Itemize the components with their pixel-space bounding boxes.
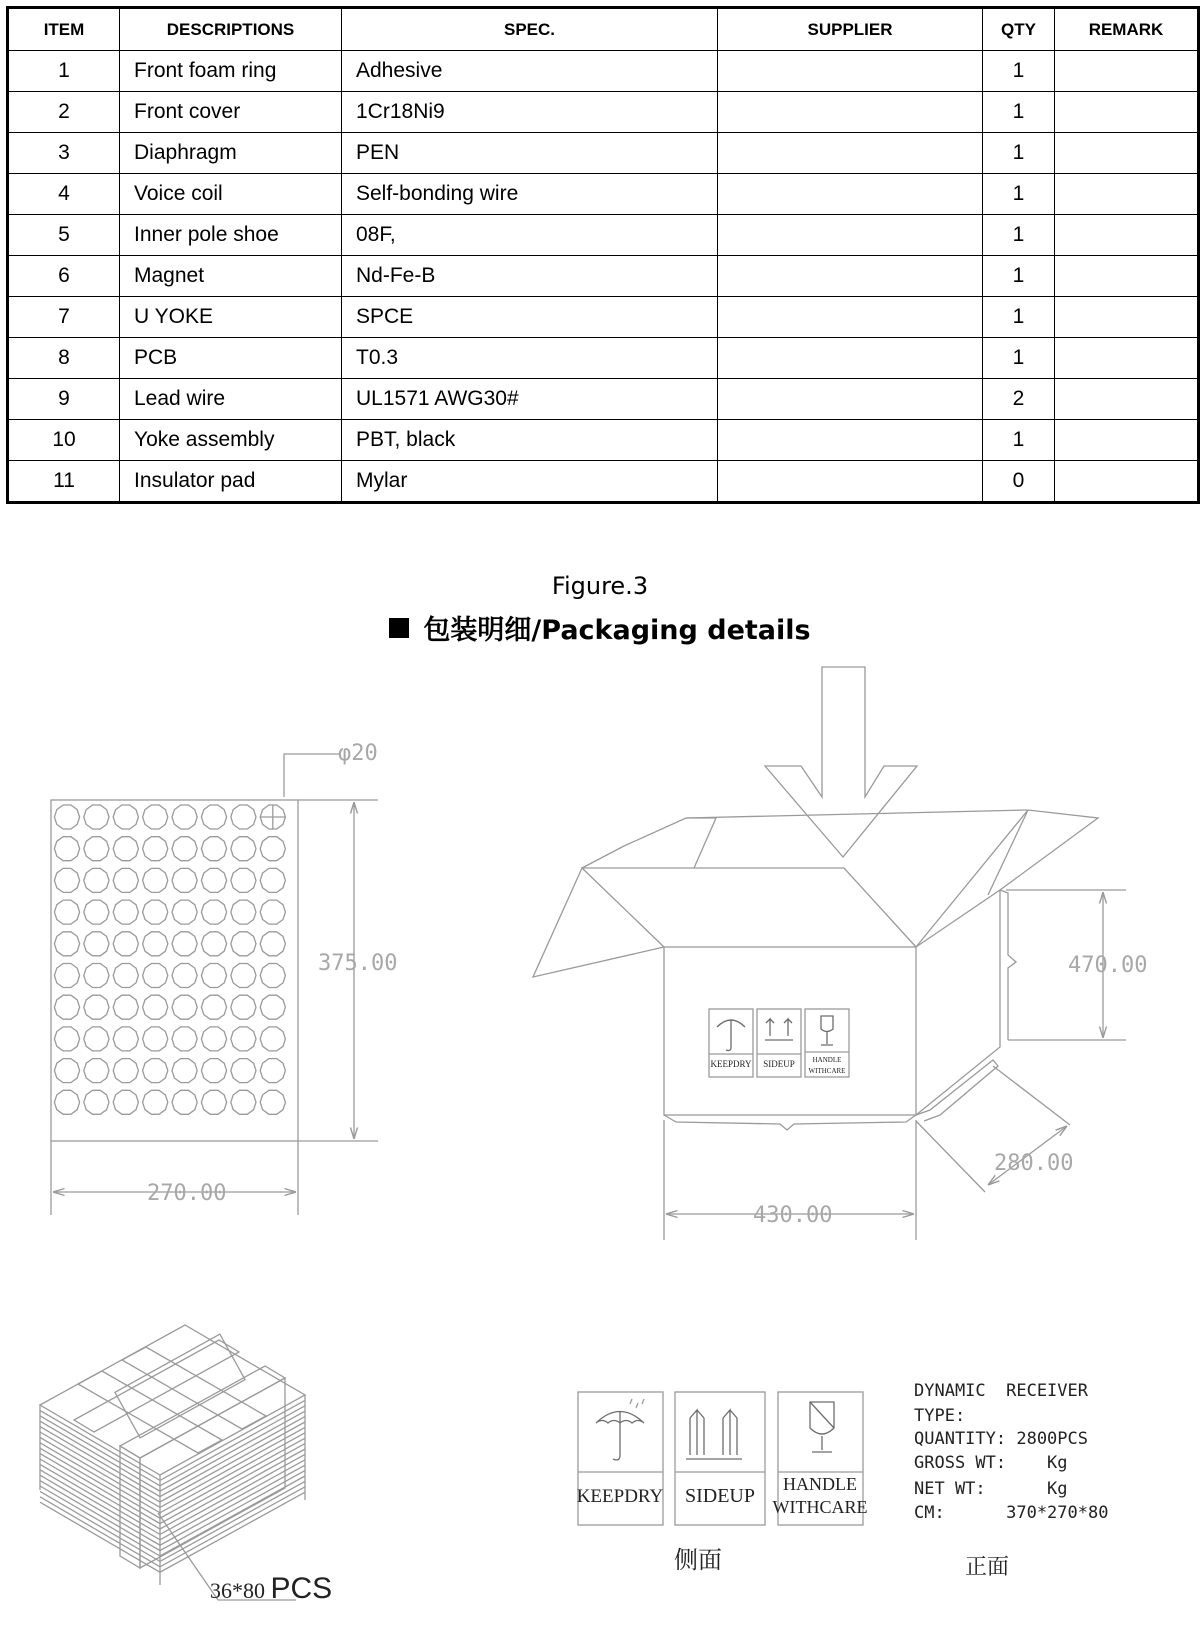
cell-item: 9 bbox=[8, 379, 120, 420]
tray-hole bbox=[260, 932, 285, 956]
tray-hole bbox=[113, 868, 138, 892]
cell-qty: 1 bbox=[983, 51, 1055, 92]
tray-height-label: 375.00 bbox=[318, 951, 398, 976]
side-caption: 侧面 bbox=[674, 1548, 722, 1574]
header-item: ITEM bbox=[8, 8, 120, 51]
tray-hole bbox=[54, 932, 79, 956]
tray-hole bbox=[54, 900, 79, 924]
carton-height-label: 470.00 bbox=[1068, 953, 1148, 978]
tray-drawing bbox=[51, 741, 397, 1215]
cell-qty: 1 bbox=[983, 338, 1055, 379]
cell-qty: 1 bbox=[983, 256, 1055, 297]
header-supplier: SUPPLIER bbox=[718, 8, 983, 51]
tray-hole bbox=[231, 868, 256, 892]
carton-side-face bbox=[916, 890, 1000, 1115]
tray-hole bbox=[231, 1027, 256, 1051]
tray-hole bbox=[201, 964, 226, 988]
tray-hole bbox=[84, 868, 109, 892]
handle-label: HANDLE bbox=[783, 1474, 857, 1494]
carton-right-flap bbox=[916, 810, 1098, 947]
cell-description: Magnet bbox=[120, 256, 342, 297]
carton-handling-marks bbox=[709, 1009, 849, 1077]
fragile-glass-icon bbox=[821, 1016, 833, 1045]
tray-hole bbox=[113, 932, 138, 956]
carton-drawing bbox=[533, 667, 1147, 1240]
cell-description: Inner pole shoe bbox=[120, 215, 342, 256]
tray-hole bbox=[231, 900, 256, 924]
tray-hole bbox=[143, 964, 168, 988]
tray-hole bbox=[54, 1090, 79, 1114]
section-title-text: 包装明细/Packaging details bbox=[423, 615, 811, 646]
tray-hole bbox=[84, 1090, 109, 1114]
carton-keepdry-label: KEEPDRY bbox=[710, 1059, 752, 1069]
cell-spec: T0.3 bbox=[342, 338, 718, 379]
tray-hole bbox=[143, 900, 168, 924]
cell-item: 6 bbox=[8, 256, 120, 297]
tray-hole bbox=[84, 837, 109, 861]
front-info-product: DYNAMIC RECEIVER bbox=[914, 1381, 1088, 1401]
tray-hole bbox=[143, 837, 168, 861]
tray-hole bbox=[143, 1027, 168, 1051]
carton-front-face bbox=[664, 947, 916, 1115]
cell-qty: 1 bbox=[983, 133, 1055, 174]
carton-side-seam bbox=[1000, 890, 1016, 1040]
cell-description: U YOKE bbox=[120, 297, 342, 338]
cell-spec: UL1571 AWG30# bbox=[342, 379, 718, 420]
tray-hole bbox=[172, 932, 197, 956]
tray-hole bbox=[260, 837, 285, 861]
carton-depth-label: 280.00 bbox=[994, 1151, 1074, 1176]
figure-caption: Figure.3 bbox=[551, 572, 649, 600]
tray-hole bbox=[113, 995, 138, 1019]
tray-hole bbox=[201, 868, 226, 892]
cell-item: 5 bbox=[8, 215, 120, 256]
tray-hole bbox=[231, 964, 256, 988]
tray-hole bbox=[172, 1090, 197, 1114]
tray-hole bbox=[231, 837, 256, 861]
cell-description: Front cover bbox=[120, 92, 342, 133]
handlewithcare-glass-icon bbox=[810, 1402, 834, 1452]
tray-hole bbox=[231, 995, 256, 1019]
withcare-label: WITHCARE bbox=[772, 1497, 868, 1517]
cell-qty: 0 bbox=[983, 461, 1055, 503]
keepdry-label: KEEPDRY bbox=[576, 1486, 664, 1507]
front-info-net-weight: NET WT: Kg bbox=[914, 1479, 1068, 1499]
cell-spec: PBT, black bbox=[342, 420, 718, 461]
tray-hole bbox=[54, 868, 79, 892]
tray-hole bbox=[231, 1059, 256, 1083]
tray-hole bbox=[54, 1027, 79, 1051]
carton-sideup-label: SIDEUP bbox=[763, 1059, 795, 1069]
tray-hole bbox=[201, 1090, 226, 1114]
tray-hole bbox=[260, 995, 285, 1019]
tray-hole bbox=[201, 1059, 226, 1083]
cell-item: 11 bbox=[8, 461, 120, 503]
cell-item: 3 bbox=[8, 133, 120, 174]
front-info-dimensions: CM: 370*270*80 bbox=[914, 1503, 1109, 1523]
tray-hole bbox=[231, 805, 256, 829]
carton-back-flap bbox=[582, 810, 1027, 868]
front-info-panel bbox=[914, 1381, 1108, 1579]
cell-spec: Self-bonding wire bbox=[342, 174, 718, 215]
front-info-quantity: QUANTITY: 2800PCS bbox=[914, 1429, 1088, 1449]
cell-spec: Mylar bbox=[342, 461, 718, 503]
cell-spec: 1Cr18Ni9 bbox=[342, 92, 718, 133]
front-info-type: TYPE: bbox=[914, 1406, 966, 1426]
tray-hole bbox=[143, 1090, 168, 1114]
cell-qty: 2 bbox=[983, 379, 1055, 420]
tray-hole bbox=[84, 900, 109, 924]
tray-hole bbox=[84, 932, 109, 956]
tray-hole bbox=[84, 1059, 109, 1083]
carton-depth-ext-near bbox=[916, 1121, 985, 1192]
tray-hole bbox=[84, 995, 109, 1019]
tray-hole bbox=[260, 964, 285, 988]
cell-item: 10 bbox=[8, 420, 120, 461]
carton-back-flap-edge bbox=[686, 818, 716, 868]
tray-hole bbox=[84, 1027, 109, 1051]
tray-hole bbox=[54, 964, 79, 988]
cell-qty: 1 bbox=[983, 297, 1055, 338]
carton-width-label: 430.00 bbox=[753, 1203, 833, 1228]
tray-hole bbox=[113, 805, 138, 829]
tray-hole bbox=[260, 1090, 285, 1114]
tray-hole bbox=[54, 837, 79, 861]
tray-hole bbox=[113, 837, 138, 861]
cell-description: Lead wire bbox=[120, 379, 342, 420]
umbrella-icon bbox=[717, 1020, 745, 1051]
tray-hole bbox=[260, 1027, 285, 1051]
carton-front-flap bbox=[582, 868, 916, 947]
cell-spec: Adhesive bbox=[342, 51, 718, 92]
hole-leader-line bbox=[284, 754, 340, 797]
header-descriptions: DESCRIPTIONS bbox=[120, 8, 342, 51]
this-side-up-icon bbox=[765, 1019, 793, 1040]
tray-hole bbox=[172, 837, 197, 861]
side-marks-panel bbox=[577, 1392, 868, 1574]
cell-item: 7 bbox=[8, 297, 120, 338]
tray-hole bbox=[143, 868, 168, 892]
cell-item: 1 bbox=[8, 51, 120, 92]
cell-qty: 1 bbox=[983, 215, 1055, 256]
tray-hole bbox=[172, 1059, 197, 1083]
tray-hole bbox=[201, 900, 226, 924]
stack-layers bbox=[40, 1400, 305, 1572]
hole-diameter-label: φ20 bbox=[338, 741, 378, 766]
tray-hole bbox=[143, 1059, 168, 1083]
cell-spec: PEN bbox=[342, 133, 718, 174]
tray-hole bbox=[113, 1027, 138, 1051]
front-caption: 正面 bbox=[964, 1554, 1010, 1579]
keepdry-rain-icon bbox=[630, 1399, 644, 1408]
header-qty: QTY bbox=[983, 8, 1055, 51]
stack-top-face bbox=[40, 1325, 305, 1475]
cell-description: Voice coil bbox=[120, 174, 342, 215]
tray-hole bbox=[172, 964, 197, 988]
tray-hole bbox=[143, 995, 168, 1019]
cell-item: 4 bbox=[8, 174, 120, 215]
tray-width-label: 270.00 bbox=[147, 1181, 227, 1206]
cell-spec: Nd-Fe-B bbox=[342, 256, 718, 297]
carton-bottom-edge bbox=[664, 1115, 916, 1130]
tray-hole bbox=[172, 900, 197, 924]
tray-hole bbox=[231, 1090, 256, 1114]
tray-hole bbox=[201, 837, 226, 861]
tray-hole bbox=[172, 805, 197, 829]
keepdry-umbrella-icon bbox=[596, 1411, 644, 1460]
tray-hole bbox=[201, 1027, 226, 1051]
cell-description: Front foam ring bbox=[120, 51, 342, 92]
tray-hole bbox=[260, 1059, 285, 1083]
tray-hole bbox=[231, 932, 256, 956]
cell-description: Yoke assembly bbox=[120, 420, 342, 461]
tray-hole bbox=[113, 964, 138, 988]
tray-hole bbox=[84, 964, 109, 988]
tray-hole bbox=[113, 900, 138, 924]
carton-side-bottom-flap bbox=[916, 1060, 998, 1121]
cell-spec: 08F, bbox=[342, 215, 718, 256]
tray-hole bbox=[172, 1027, 197, 1051]
cell-item: 2 bbox=[8, 92, 120, 133]
cell-qty: 1 bbox=[983, 92, 1055, 133]
tray-hole bbox=[54, 995, 79, 1019]
cell-qty: 1 bbox=[983, 174, 1055, 215]
tray-hole bbox=[260, 900, 285, 924]
tray-stack-drawing bbox=[40, 1325, 332, 1605]
tray-holes bbox=[54, 804, 285, 1114]
carton-withcare-label: WITHCARE bbox=[808, 1067, 846, 1075]
front-info-gross-weight: GROSS WT: Kg bbox=[914, 1453, 1068, 1473]
stack-quantity-label: 36*80 PCS bbox=[210, 1572, 333, 1605]
tray-hole bbox=[201, 932, 226, 956]
tray-hole bbox=[201, 805, 226, 829]
tray-hole bbox=[84, 805, 109, 829]
stack-strap-1 bbox=[78, 1371, 222, 1453]
carton-depth-ext-far bbox=[993, 1066, 1070, 1125]
cell-description: PCB bbox=[120, 338, 342, 379]
tray-hole bbox=[172, 995, 197, 1019]
down-arrow-icon bbox=[765, 667, 917, 857]
cell-qty: 1 bbox=[983, 420, 1055, 461]
cell-item: 8 bbox=[8, 338, 120, 379]
cell-spec: SPCE bbox=[342, 297, 718, 338]
tray-hole bbox=[201, 995, 226, 1019]
sideup-label: SIDEUP bbox=[684, 1485, 756, 1507]
tray-hole bbox=[172, 868, 197, 892]
carton-handle-label: HANDLE bbox=[812, 1056, 842, 1064]
tray-hole bbox=[54, 1059, 79, 1083]
cell-description: Insulator pad bbox=[120, 461, 342, 503]
tray-hole bbox=[113, 1059, 138, 1083]
sideup-arrows-icon bbox=[686, 1410, 742, 1459]
tray-hole bbox=[113, 1090, 138, 1114]
tray-hole bbox=[143, 932, 168, 956]
cell-description: Diaphragm bbox=[120, 133, 342, 174]
header-spec: SPEC. bbox=[342, 8, 718, 51]
tray-hole bbox=[54, 805, 79, 829]
header-remark: REMARK bbox=[1055, 8, 1199, 51]
tray-hole bbox=[143, 805, 168, 829]
tray-hole bbox=[260, 868, 285, 892]
